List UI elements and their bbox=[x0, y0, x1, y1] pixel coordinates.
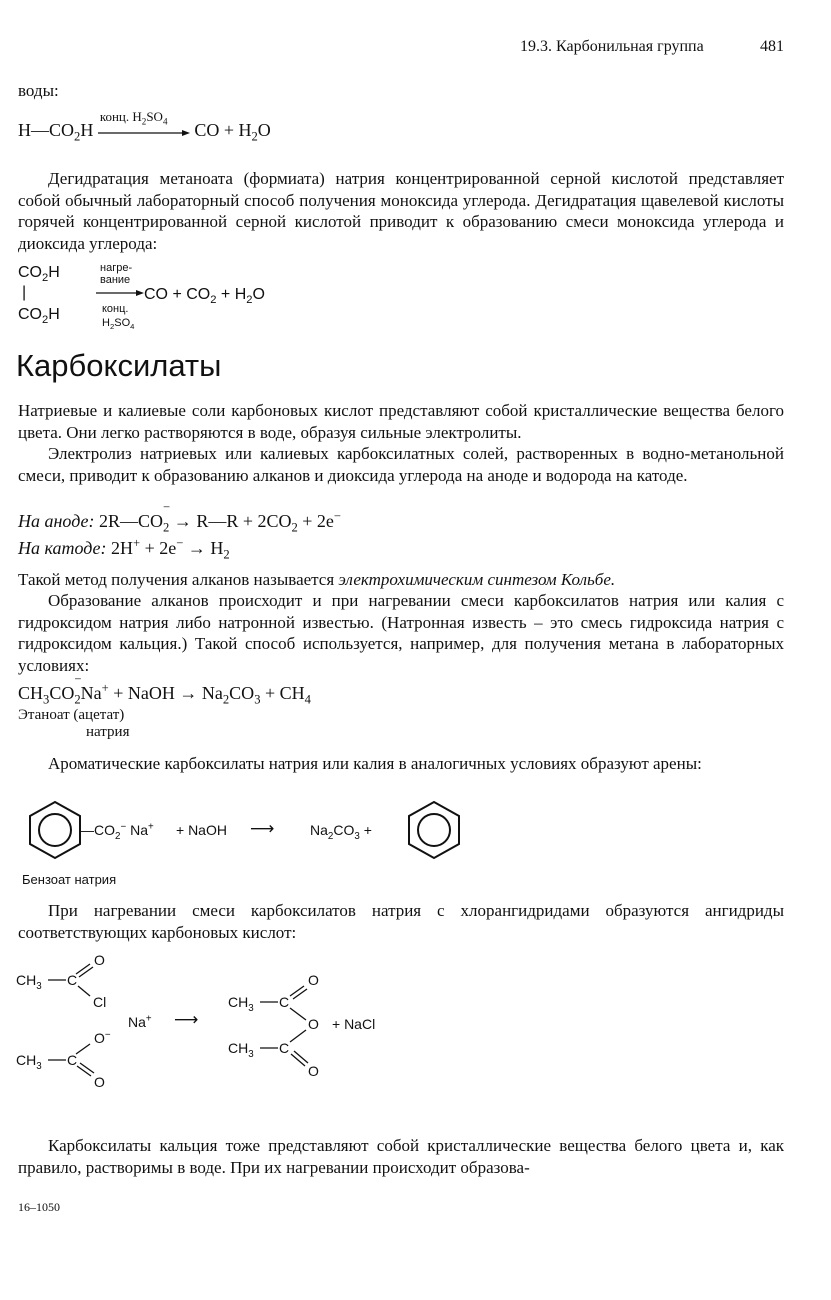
reaction-arrow bbox=[98, 108, 190, 141]
paragraph-dehydration: Дегидратация метаноата (формиата) натрия концентрированной серной кислотой представляет собой обычный лабораторный способ получения моноксида углерода. Дегидратация щавелевой кислоты горячей концентрированной серной кислотой приводит к образованию смеси моноксида углерода и диоксида углерода: bbox=[18, 169, 784, 253]
paragraph-kolbe: Такой метод получения алканов называется электрохимическим синтезом Кольбе. bbox=[18, 570, 616, 589]
paragraph-arenes: Ароматические карбоксилаты натрия или калия в аналогичных условиях образуют арены: bbox=[48, 754, 702, 773]
equation-formic-dehydration: $H—CO_2H$ конц. $H_2SO_4$ CO + $H_2O$ bbox=[18, 108, 271, 144]
section-title: 19.3. Карбонильная группа bbox=[520, 38, 704, 55]
benzoate-caption: Бензоат натрия bbox=[22, 872, 117, 887]
anhydride-scheme: $CH_3$ C O Cl Na+ ⟶ O− $CH_3$ C O $CH_3$ C O O + NaCl $CH_3$ C O bbox=[14, 950, 434, 1095]
equation-benzoate: $—CO_2^-$ Na+ + NaOH ⟶ $Na_2CO_3$ + bbox=[18, 798, 478, 864]
page-number: 481 bbox=[760, 38, 784, 55]
equation-methane: $CH_3CO$ − $_2$Na+ + NaOH → $Na_2CO_3 + CH_4$ bbox=[18, 672, 311, 707]
paragraph-anhydrides: При нагревании смеси карбоксилатов натрия с хлорангидридами образуются ангидриды соответствующих карбоновых кислот: bbox=[18, 901, 784, 942]
running-header bbox=[520, 38, 704, 56]
intro-word: воды: bbox=[18, 81, 59, 100]
equation-anode: На аноде: 2R—CO − $_2$ → R—R + $2CO_2 + 2e^-$ bbox=[18, 500, 342, 535]
benzene-ring-icon bbox=[394, 798, 474, 864]
reaction-arrow bbox=[96, 289, 144, 297]
equation-cathode: На катоде: $2H^+ + 2e^- \to H_2$ bbox=[18, 536, 230, 562]
signature-mark: 16–1050 bbox=[18, 1200, 60, 1214]
paragraph-salts: Натриевые и калиевые соли карбоновых кислот представляют собой кристаллические вещества белого цвета. Они легко растворяются в воде, образуя сильные электролиты. bbox=[18, 401, 784, 442]
compound-caption: Этаноат (ацетат) натрия bbox=[18, 707, 130, 740]
paragraph-calcium: Карбоксилаты кальция тоже представляют собой кристаллические вещества белого цвета и, как правило, растворимы в воде. При их нагревании происходит образова- bbox=[18, 1136, 784, 1177]
paragraph-electrolysis: Электролиз натриевых или калиевых карбоксилатных солей, растворенных в водно-метанольной смеси, приводит к образованию алканов и диоксида углерода на аноде и водорода на катоде. bbox=[18, 444, 784, 485]
section-heading: Карбоксилаты bbox=[16, 348, 222, 383]
arrow-condition: конц. $H_2SO_4$ bbox=[99, 108, 168, 127]
equation-oxalic-acid: $CO_2H$ | $CO_2H$ нагре- вание конц. $H_2SO_4$ CO + $CO_2 + H_2O$ bbox=[18, 262, 265, 332]
paragraph-decarboxylation: Образование алканов происходит и при нагревании смеси карбоксилатов натрия или калия с гидроксидом натрия либо натронной известью. (Натронная известь – это смесь гидроксида натрия с гидроксидом кальция.) Такой способ используется, например, для получения метана в лабораторных условиях: bbox=[18, 591, 784, 675]
